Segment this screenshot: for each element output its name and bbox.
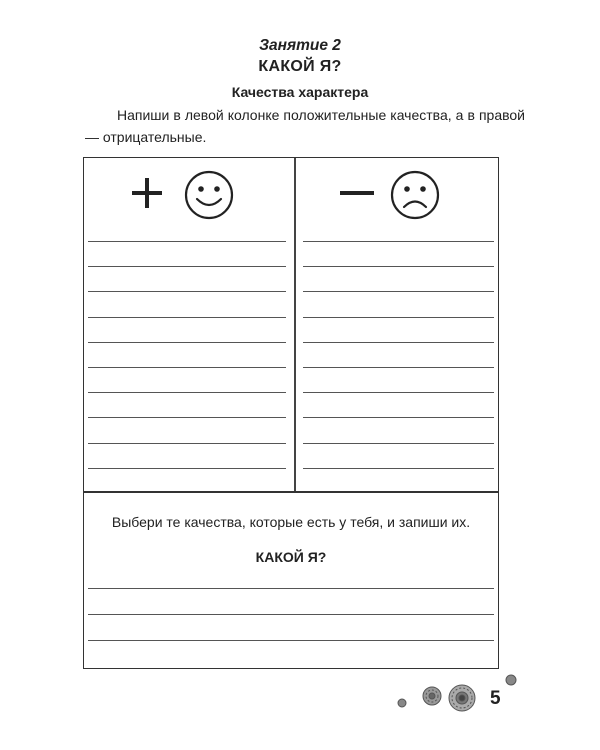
smiley-face-icon bbox=[184, 170, 234, 220]
right-write-line bbox=[303, 291, 494, 292]
left-write-line bbox=[88, 417, 286, 418]
left-write-line bbox=[88, 317, 286, 318]
sad-face-icon bbox=[390, 170, 440, 220]
right-write-line bbox=[303, 417, 494, 418]
choose-prompt: Выбери те качества, которые есть у тебя, и запиши их. bbox=[111, 514, 471, 530]
right-write-line bbox=[303, 443, 494, 444]
right-write-line bbox=[303, 367, 494, 368]
left-write-line bbox=[88, 241, 286, 242]
page-title: КАКОЙ Я? bbox=[258, 58, 342, 75]
right-write-line bbox=[303, 468, 494, 469]
left-write-line bbox=[88, 392, 286, 393]
qualities-table bbox=[83, 157, 499, 669]
left-write-line bbox=[88, 266, 286, 267]
right-write-line bbox=[303, 317, 494, 318]
column-divider bbox=[294, 158, 296, 491]
left-write-line bbox=[88, 367, 286, 368]
plus-icon bbox=[132, 178, 162, 208]
answer-write-line bbox=[88, 614, 494, 615]
bottom-question: КАКОЙ Я? bbox=[255, 549, 327, 565]
answer-write-line bbox=[88, 640, 494, 641]
left-write-line bbox=[88, 342, 286, 343]
left-write-line bbox=[88, 443, 286, 444]
instruction-text: Напиши в левой колонке положительные качества, а в правой — отрицательные. bbox=[85, 107, 525, 145]
left-write-line bbox=[88, 291, 286, 292]
right-write-line bbox=[303, 266, 494, 267]
right-write-line bbox=[303, 342, 494, 343]
right-write-line bbox=[303, 392, 494, 393]
answer-write-line bbox=[88, 588, 494, 589]
right-write-line bbox=[303, 241, 494, 242]
lesson-heading: Занятие 2 bbox=[259, 37, 341, 54]
mandala-dots-icon bbox=[390, 670, 530, 720]
section-divider bbox=[84, 491, 498, 493]
left-write-line bbox=[88, 468, 286, 469]
minus-icon bbox=[340, 178, 374, 208]
section-subtitle: Качества характера bbox=[231, 84, 369, 100]
page-number: 5 bbox=[490, 688, 501, 709]
